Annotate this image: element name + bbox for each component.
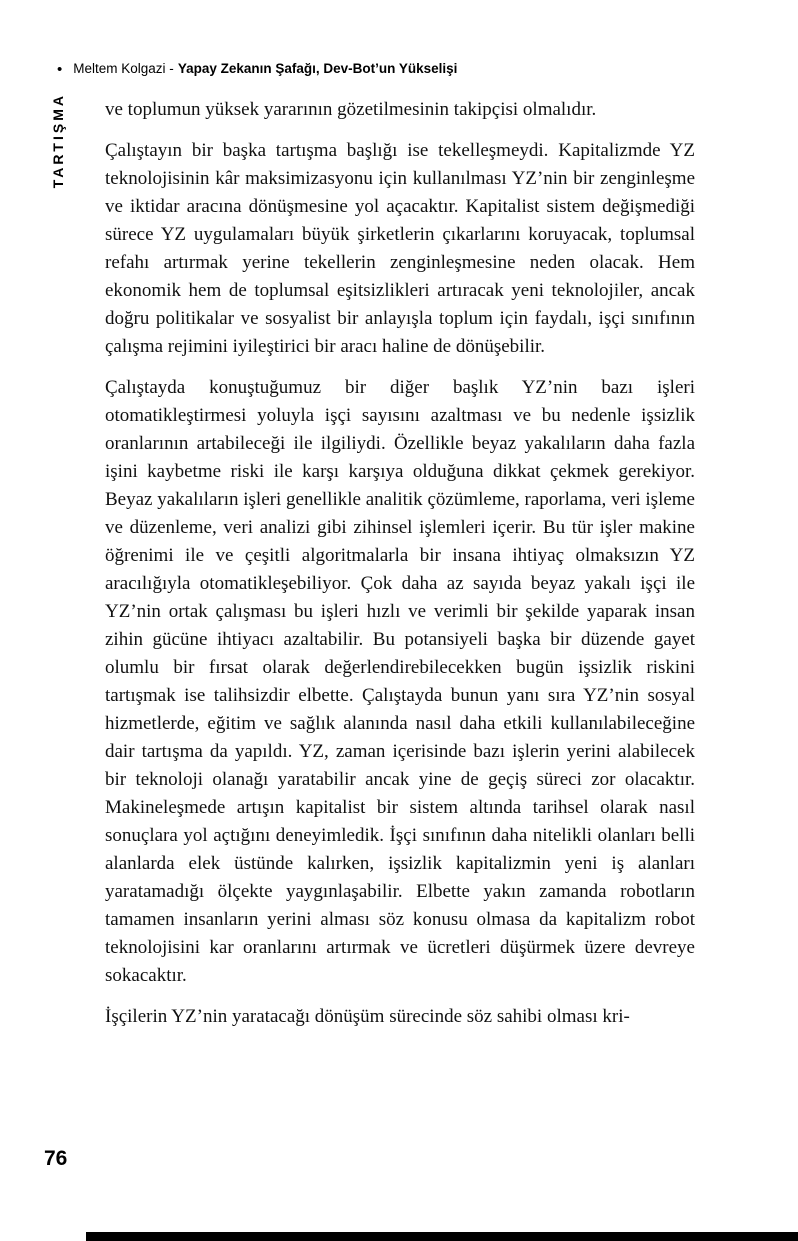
paragraph: Çalıştayda konuştuğumuz bir diğer başlık YZ’nin bazı işleri otomatikleştirmesi yoluyla işçi sayısını azaltması ve bu nedenle işsizlik oranlarının artabileceği ile ilgiliydi. Özellikle beyaz yakalıların daha fazla işini kaybetme riski ile karşı karşıya olduğuna dikkat çekmek gerekiyor. Beyaz yakalıların işleri genellikle analitik çözümleme, raporlama, veri işleme ve düzenleme, veri analizi gibi zihinsel işlemleri içerir. Bu tür işler makine öğrenimi ile ve çeşitli algoritmalarla bir insana ihtiyaç olmaksızın YZ aracılığıyla otomatikleşebiliyor. Çok daha az sayıda beyaz yakalı işçi ile YZ’nin ortak çalışması bu işleri hızlı ve verimli bir şekilde yaparak insan zihin gücüne ihtiyacı azaltabilir. Bu potansiyeli başka bir düzende gayet olumlu bir fırsat olarak değerlendirebilecekken bugün işsizlik riskini tartışmak ise talihsizdir elbette. Çalıştayda bunun yanı sıra YZ’nin sosyal hizmetlerde, eğitim ve sağlık alanında nasıl daha etkili kullanılabileceğine dair tartışma da yapıldı. YZ, zaman içerisinde bazı işlerin yerini alabilecek bir teknoloji olanağı yaratabilir ancak yine de geçiş süreci zor olacaktır. Makineleşmede artışın kapitalist bir sistem altında tarihsel olarak nasıl sonuçlara yol açtığını deneyimledik. İşçi sınıfının daha nitelikli olanları belli alanlarda elek üstünde kalırken, işsizlik kapitalizmin yeni iş alanları yaratamadığı ölçekte yaygınlaşabilir. Elbette yakın zamanda robotların tamamen insanların yerini alması söz konusu olmasa da kapitalizm robot teknolojisini kar oranlarını artırmak ve ücretleri düşürmek üzere devreye sokacaktır. xyxy=(105,377,695,986)
paragraph: Çalıştayın bir başka tartışma başlığı ise tekelleşmeydi. Kapitalizmde YZ teknolojisinin kâr maksimizasyonu için kullanılması YZ’nin bir zenginleşme ve iktidar aracına dönüşmesine yol açacaktır. Kapitalist sistem değişmediği sürece YZ uygulamaları büyük şirketlerin çıkarlarını koruyacak, toplumsal refahı artırmak yerine tekellerin zenginleşmesine neden olacak. Hem ekonomik hem de toplumsal eşitsizlikleri artıracak yeni teknolojiler, ancak doğru politikalar ve sosyalist bir anlayışla toplum için faydalı, işçi sınıfının çalışma rejimini iyileştirici bir aracı haline de dönüşebilir. xyxy=(105,140,695,357)
header-author: Meltem Kolgazi - xyxy=(73,61,174,76)
header-book-title: Yapay Zekanın Şafağı, Dev-Bot’un Yükselişi xyxy=(177,61,458,76)
bullet-icon: • xyxy=(57,60,63,78)
footer-bar xyxy=(86,1232,798,1241)
margin-section-label: TARTIŞMA xyxy=(50,93,66,189)
paragraph-continuation: ve toplumun yüksek yararının gözetilmesinin takipçisi olmalıdır. xyxy=(105,99,597,120)
page-number: 76 xyxy=(44,1147,68,1170)
running-header xyxy=(57,61,738,77)
body-text-column xyxy=(105,96,695,1044)
paragraph-start: İşçilerin YZ’nin yaratacağı dönüşüm sürecinde söz sahibi olması kri- xyxy=(105,1006,630,1027)
